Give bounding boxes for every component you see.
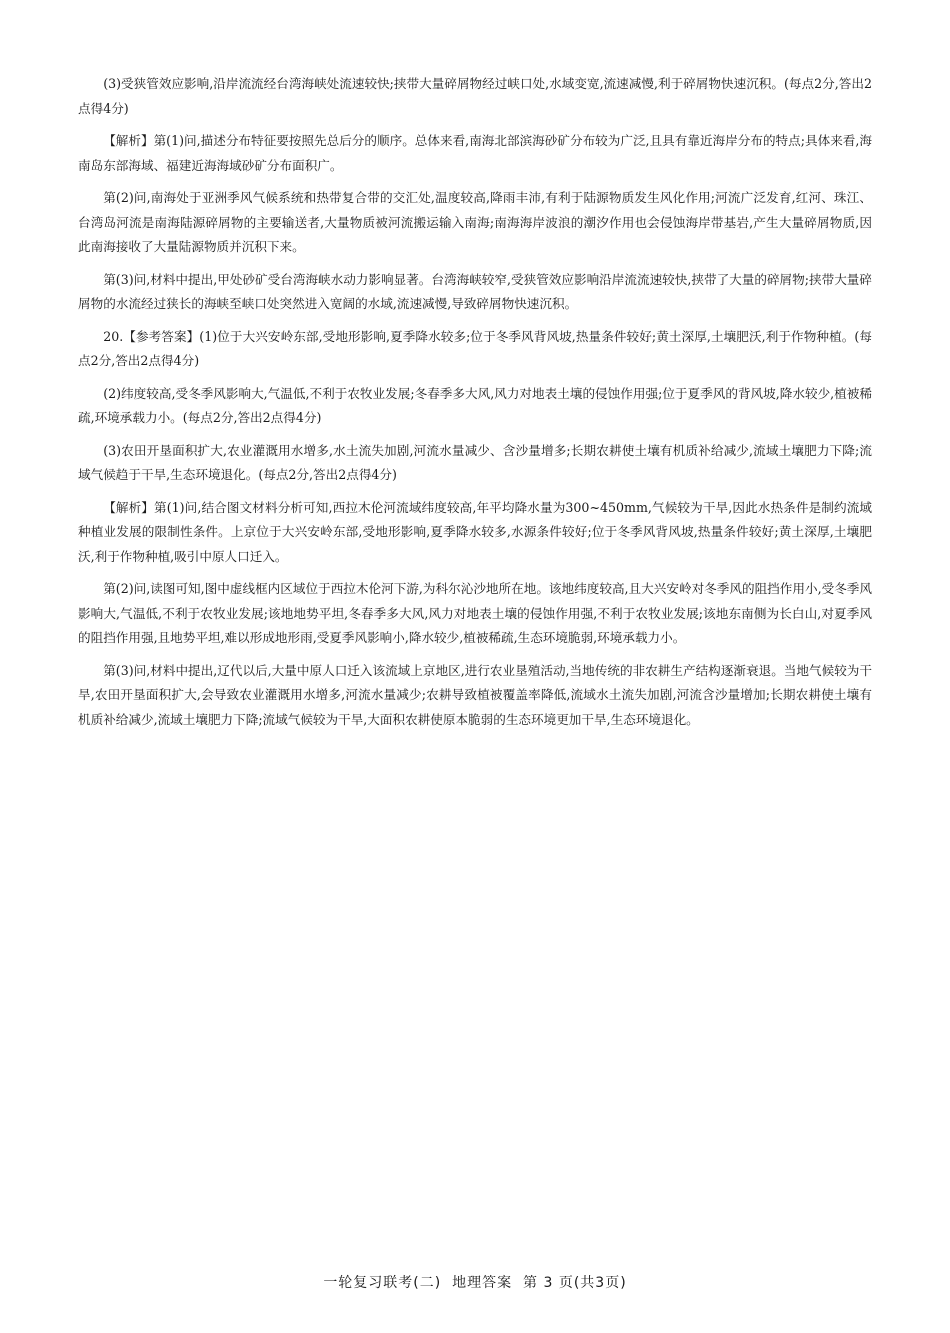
paragraph-q19-3-answer: (3)受狭管效应影响,沿岸流流经台湾海峡处流速较快;挟带大量碎屑物经过峡口处,水域变宽,流速减慢,利于碎屑物快速沉积。(每点2分,答出2点得4分): [78, 76, 872, 116]
answer-document: [78, 72, 872, 740]
paragraph-q20-analysis-2: 第(2)问,读图可知,图中虚线框内区域位于西拉木伦河下游,为科尔沁沙地所在地。该地纬度较高,且大兴安岭对冬季风的阻挡作用小,受冬季风影响大,气温低,不利于农牧业发展;该地地势平坦,冬春季多大风,风力对地表土壤的侵蚀作用强,不利于农牧业发展;该地东南侧为长白山,对夏季风的阻挡作用强,且地势平坦,难以形成地形雨,受夏季风影响小,降水较少,植被稀疏,生态环境脆弱,环境承载力小。: [78, 581, 872, 645]
paragraph-q19-analysis-1: 【解析】第(1)问,描述分布特征要按照先总后分的顺序。总体来看,南海北部滨海砂矿分布较为广泛,且具有靠近海岸分布的特点;具体来看,海南岛东部海域、福建近海海域砂矿分布面积广。: [78, 133, 872, 173]
page-footer: 一轮复习联考(二) 地理答案 第 3 页(共3页): [323, 1275, 627, 1291]
paragraph-q19-analysis-2: 第(2)问,南海处于亚洲季风气候系统和热带复合带的交汇处,温度较高,降雨丰沛,有利于陆源物质发生风化作用;河流广泛发育,红河、珠江、台湾岛河流是南海陆源碎屑物的主要输送者,大量物质被河流搬运输入南海;南海海岸波浪的潮汐作用也会侵蚀海岸带基岩,产生大量碎屑物质,因此南海接收了大量陆源物质并沉积下来。: [78, 190, 872, 254]
paragraph-q20-2-answer: (2)纬度较高,受冬季风影响大,气温低,不利于农牧业发展;冬春季多大风,风力对地表土壤的侵蚀作用强;位于夏季风的背风坡,降水较少,植被稀疏,环境承载力小。(每点2分,答出2点得4分): [78, 385, 872, 425]
paragraph-q20-analysis-3: 第(3)问,材料中提出,辽代以后,大量中原人口迁入该流域上京地区,进行农业垦殖活动,当地传统的非农耕生产结构逐渐衰退。当地气候较为干旱,农田开垦面积扩大,会导致农业灌溉用水增多,河流水量减少;农耕导致植被覆盖率降低,流域水土流失加剧,河流含沙量增加;长期农耕使土壤有机质补给减少,流域土壤肥力下降;流域气候较为干旱,大面积农耕使原本脆弱的生态环境更加干旱,生态环境退化。: [78, 662, 872, 727]
paragraph-q20-analysis-1: 【解析】第(1)问,结合图文材料分析可知,西拉木伦河流域纬度较高,年平均降水量为300~450mm,气候较为干旱,因此水热条件是制约流域种植业发展的限制性条件。上京位于大兴安岭东部,受地形影响,夏季降水较多,水源条件较好;位于冬季风背风坡,热量条件较好;黄土深厚,土壤肥沃,利于作物种植,吸引中原人口迁入。: [78, 499, 872, 564]
paragraph-q19-analysis-3: 第(3)问,材料中提出,甲处砂矿受台湾海峡水动力影响显著。台湾海峡较窄,受狭管效应影响沿岸流流速较快,挟带了大量的碎屑物;挟带大量碎屑物的水流经过狭长的海峡至峡口处突然进入宽阔的水域,流速减慢,导致碎屑物快速沉积。: [78, 271, 872, 311]
paragraph-q20-3-answer: (3)农田开垦面积扩大,农业灌溉用水增多,水土流失加剧,河流水量减少、含沙量增多;长期农耕使土壤有机质补给减少,流域土壤肥力下降;流域气候趋于干旱,生态环境退化。(每点2分,答出2点得4分): [78, 442, 872, 482]
paragraph-q20-1-answer: 20.【参考答案】(1)位于大兴安岭东部,受地形影响,夏季降水较多;位于冬季风背风坡,热量条件较好;黄土深厚,土壤肥沃,利于作物种植。(每点2分,答出2点得4分): [78, 328, 872, 368]
